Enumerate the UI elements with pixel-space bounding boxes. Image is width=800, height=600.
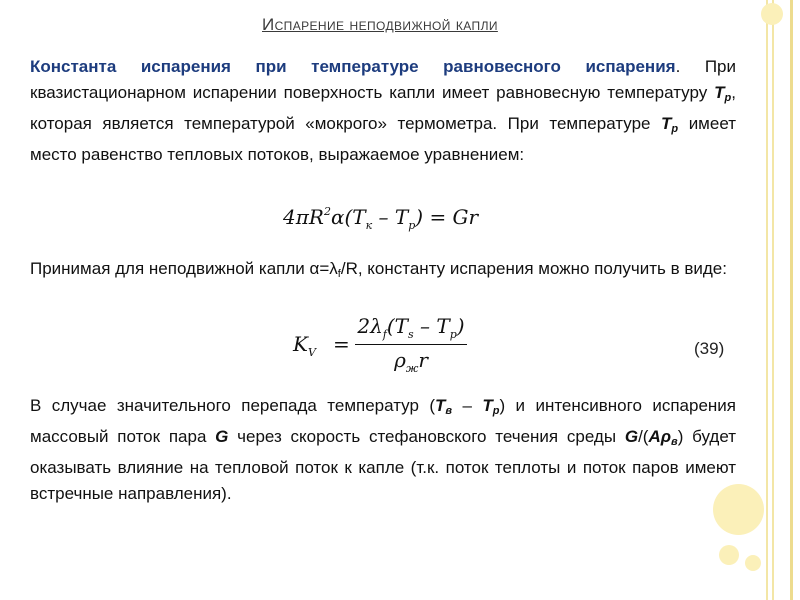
equation-heat-balance: $4\pi R^2\alpha(T_к - T_р) = Gr$ bbox=[283, 205, 479, 232]
equation-number: (39) bbox=[694, 339, 725, 358]
paragraph-stefan-flow: В случае значительного перепада температур $(T_в - T_р)$ и интенсивного испарения массовый поток пара G через скорость стефановского течения среды $G/(A\rho_в)$ будет оказывать влияние на тепловой поток к капле (т.к. поток теплоты и поток паров имеют встречные направления). bbox=[30, 396, 737, 503]
fraction-bar bbox=[355, 344, 467, 345]
slide-title: Испарение неподвижной капли bbox=[262, 15, 498, 34]
paragraph-evaporation-constant bbox=[30, 54, 736, 168]
fraction-denominator: $\rho_жr$ bbox=[394, 348, 428, 375]
fraction-numerator: $2\lambda_f(T_s - T_p)$ bbox=[357, 314, 465, 341]
symbol-tp: $T_р$ bbox=[661, 114, 679, 135]
paragraph-text: , которая является температурой «мокрого» термометра. При температуре bbox=[30, 83, 736, 133]
frame-line bbox=[766, 0, 768, 600]
paragraph-text: имеет место равенство тепловых потоков, выражаемое уравнением: bbox=[30, 114, 737, 164]
frame-line bbox=[772, 0, 774, 600]
frame-line bbox=[790, 0, 793, 600]
paragraph-heading: Константа испарения при температуре равновесного испарения bbox=[30, 57, 676, 76]
decor-circle bbox=[719, 545, 739, 565]
paragraph-alpha: Принимая для неподвижной капли $\alpha=\lambda_f/R$, константу испарения можно получить в виде: bbox=[30, 259, 727, 280]
symbol-tp: $T_р$ bbox=[714, 83, 732, 104]
decor-circle bbox=[745, 555, 761, 571]
decor-circle bbox=[761, 3, 783, 25]
paragraph-text: . При квазистационарном испарении поверхность капли имеет равновесную температуру bbox=[30, 57, 736, 102]
